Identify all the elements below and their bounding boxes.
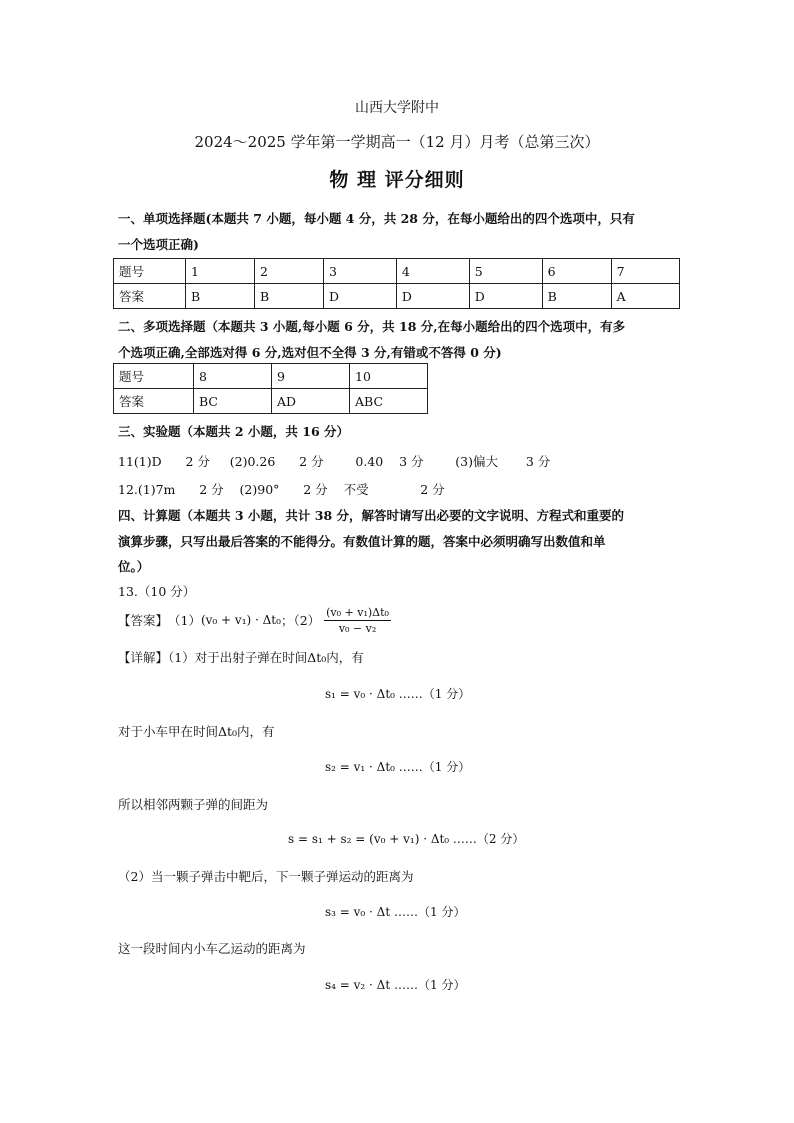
row-label-answer: 答案 <box>114 284 186 309</box>
section4-title-line3: 位。） <box>118 559 150 574</box>
answer-part2-fraction <box>324 606 391 635</box>
school-name: 山西大学附中 <box>355 100 439 116</box>
section1-title-line1: 一、单项选择题(本题共 7 小题，每小题 4 分，共 28 分，在每小题给出的四个选项中，只有 <box>118 211 635 226</box>
question-cell: 1 <box>186 259 255 284</box>
section4-title-line1: 四、计算题（本题共 3 小题，共计 38 分，解答时请写出必要的文字说明、方程式和重要的 <box>118 508 625 523</box>
equation-2: s₂ = v₁ · Δt₀ ……（1 分） <box>325 760 471 774</box>
detail-intro-line <box>118 648 364 666</box>
row-label-question: 题号 <box>114 259 186 284</box>
single-choice-table <box>113 258 680 309</box>
section1-title-line2: 一个选项正确) <box>118 237 199 252</box>
experiment-answer-12: 12.(1)7m 2 分 (2)90° 2 分 不受 2 分 <box>118 482 445 497</box>
answer-cell: D <box>324 284 397 309</box>
fraction-denominator: v₀ − v₂ <box>338 621 377 635</box>
fraction-numerator: (v₀ + v₁)Δt₀ <box>326 605 389 619</box>
detail-text-2: 对于小车甲在时间Δt₀内，有 <box>118 724 275 739</box>
detail-intro: （1）对于出射子弹在时间Δt₀内，有 <box>168 650 364 665</box>
answer-separator: ；（2） <box>280 613 321 628</box>
equation-3: s = s₁ + s₂ = (v₀ + v₁) · Δt₀ ……（2 分） <box>288 832 525 846</box>
question-cell: 2 <box>255 259 324 284</box>
answer-cell: B <box>186 284 255 309</box>
equation-1: s₁ = v₀ · Δt₀ ……（1 分） <box>325 687 471 701</box>
question-13-header: 13.（10 分） <box>118 584 196 599</box>
answer-cell: AD <box>272 389 350 414</box>
question-cell: 4 <box>396 259 469 284</box>
question-cell: 3 <box>324 259 397 284</box>
detail-text-3: 所以相邻两颗子弹的间距为 <box>118 797 269 812</box>
answer-part1-formula: (v₀ + v₁) · Δt₀ <box>200 613 281 627</box>
section4-title-line2: 演算步骤，只写出最后答案的不能得分。有数值计算的题，答案中必须明确写出数值和单 <box>118 534 606 549</box>
table-row-answers <box>114 389 428 414</box>
question-cell: 10 <box>350 364 428 389</box>
row-label-question: 题号 <box>114 364 194 389</box>
answer-cell: D <box>469 284 542 309</box>
answer-cell: A <box>611 284 679 309</box>
table-row-questions <box>114 364 428 389</box>
section3-title: 三、实验题（本题共 2 小题，共 16 分） <box>118 424 350 439</box>
question-cell: 5 <box>469 259 542 284</box>
answer-cell: B <box>255 284 324 309</box>
answer-label: 【答案】 <box>118 613 169 628</box>
detail-text-5: 这一段时间内小车乙运动的距离为 <box>118 941 306 956</box>
detail-label: 【详解】 <box>118 650 169 665</box>
answer-part1-label: （1） <box>168 613 201 628</box>
page-title: 物 理 评分细则 <box>329 169 465 191</box>
table-row-questions <box>114 259 680 284</box>
section2-title-line1: 二、多项选择题（本题共 3 小题,每小题 6 分，共 18 分,在每小题给出的四个选项中，有多 <box>118 319 626 334</box>
detail-text-4: （2）当一颗子弹击中靶后，下一颗子弹运动的距离为 <box>118 869 414 884</box>
question-cell: 8 <box>194 364 272 389</box>
answer-cell: B <box>542 284 611 309</box>
equation-4: s₃ = v₀ · Δt ……（1 分） <box>325 905 466 919</box>
table-row-answers <box>114 284 680 309</box>
multi-choice-table <box>113 363 428 414</box>
equation-5: s₄ = v₂ · Δt ……（1 分） <box>325 978 466 992</box>
question-cell: 6 <box>542 259 611 284</box>
answer-line <box>118 600 391 640</box>
answer-cell: BC <box>194 389 272 414</box>
answer-cell: ABC <box>350 389 428 414</box>
row-label-answer: 答案 <box>114 389 194 414</box>
exam-title: 2024～2025 学年第一学期高一（12 月）月考（总第三次） <box>194 133 600 151</box>
section2-title-line2: 个选项正确,全部选对得 6 分,选对但不全得 3 分,有错或不答得 0 分) <box>118 345 502 360</box>
question-cell: 9 <box>272 364 350 389</box>
question-cell: 7 <box>611 259 679 284</box>
answer-cell: D <box>396 284 469 309</box>
experiment-answer-11: 11(1)D 2 分 (2)0.26 2 分 0.40 3 分 (3)偏大 3 分 <box>118 454 551 469</box>
